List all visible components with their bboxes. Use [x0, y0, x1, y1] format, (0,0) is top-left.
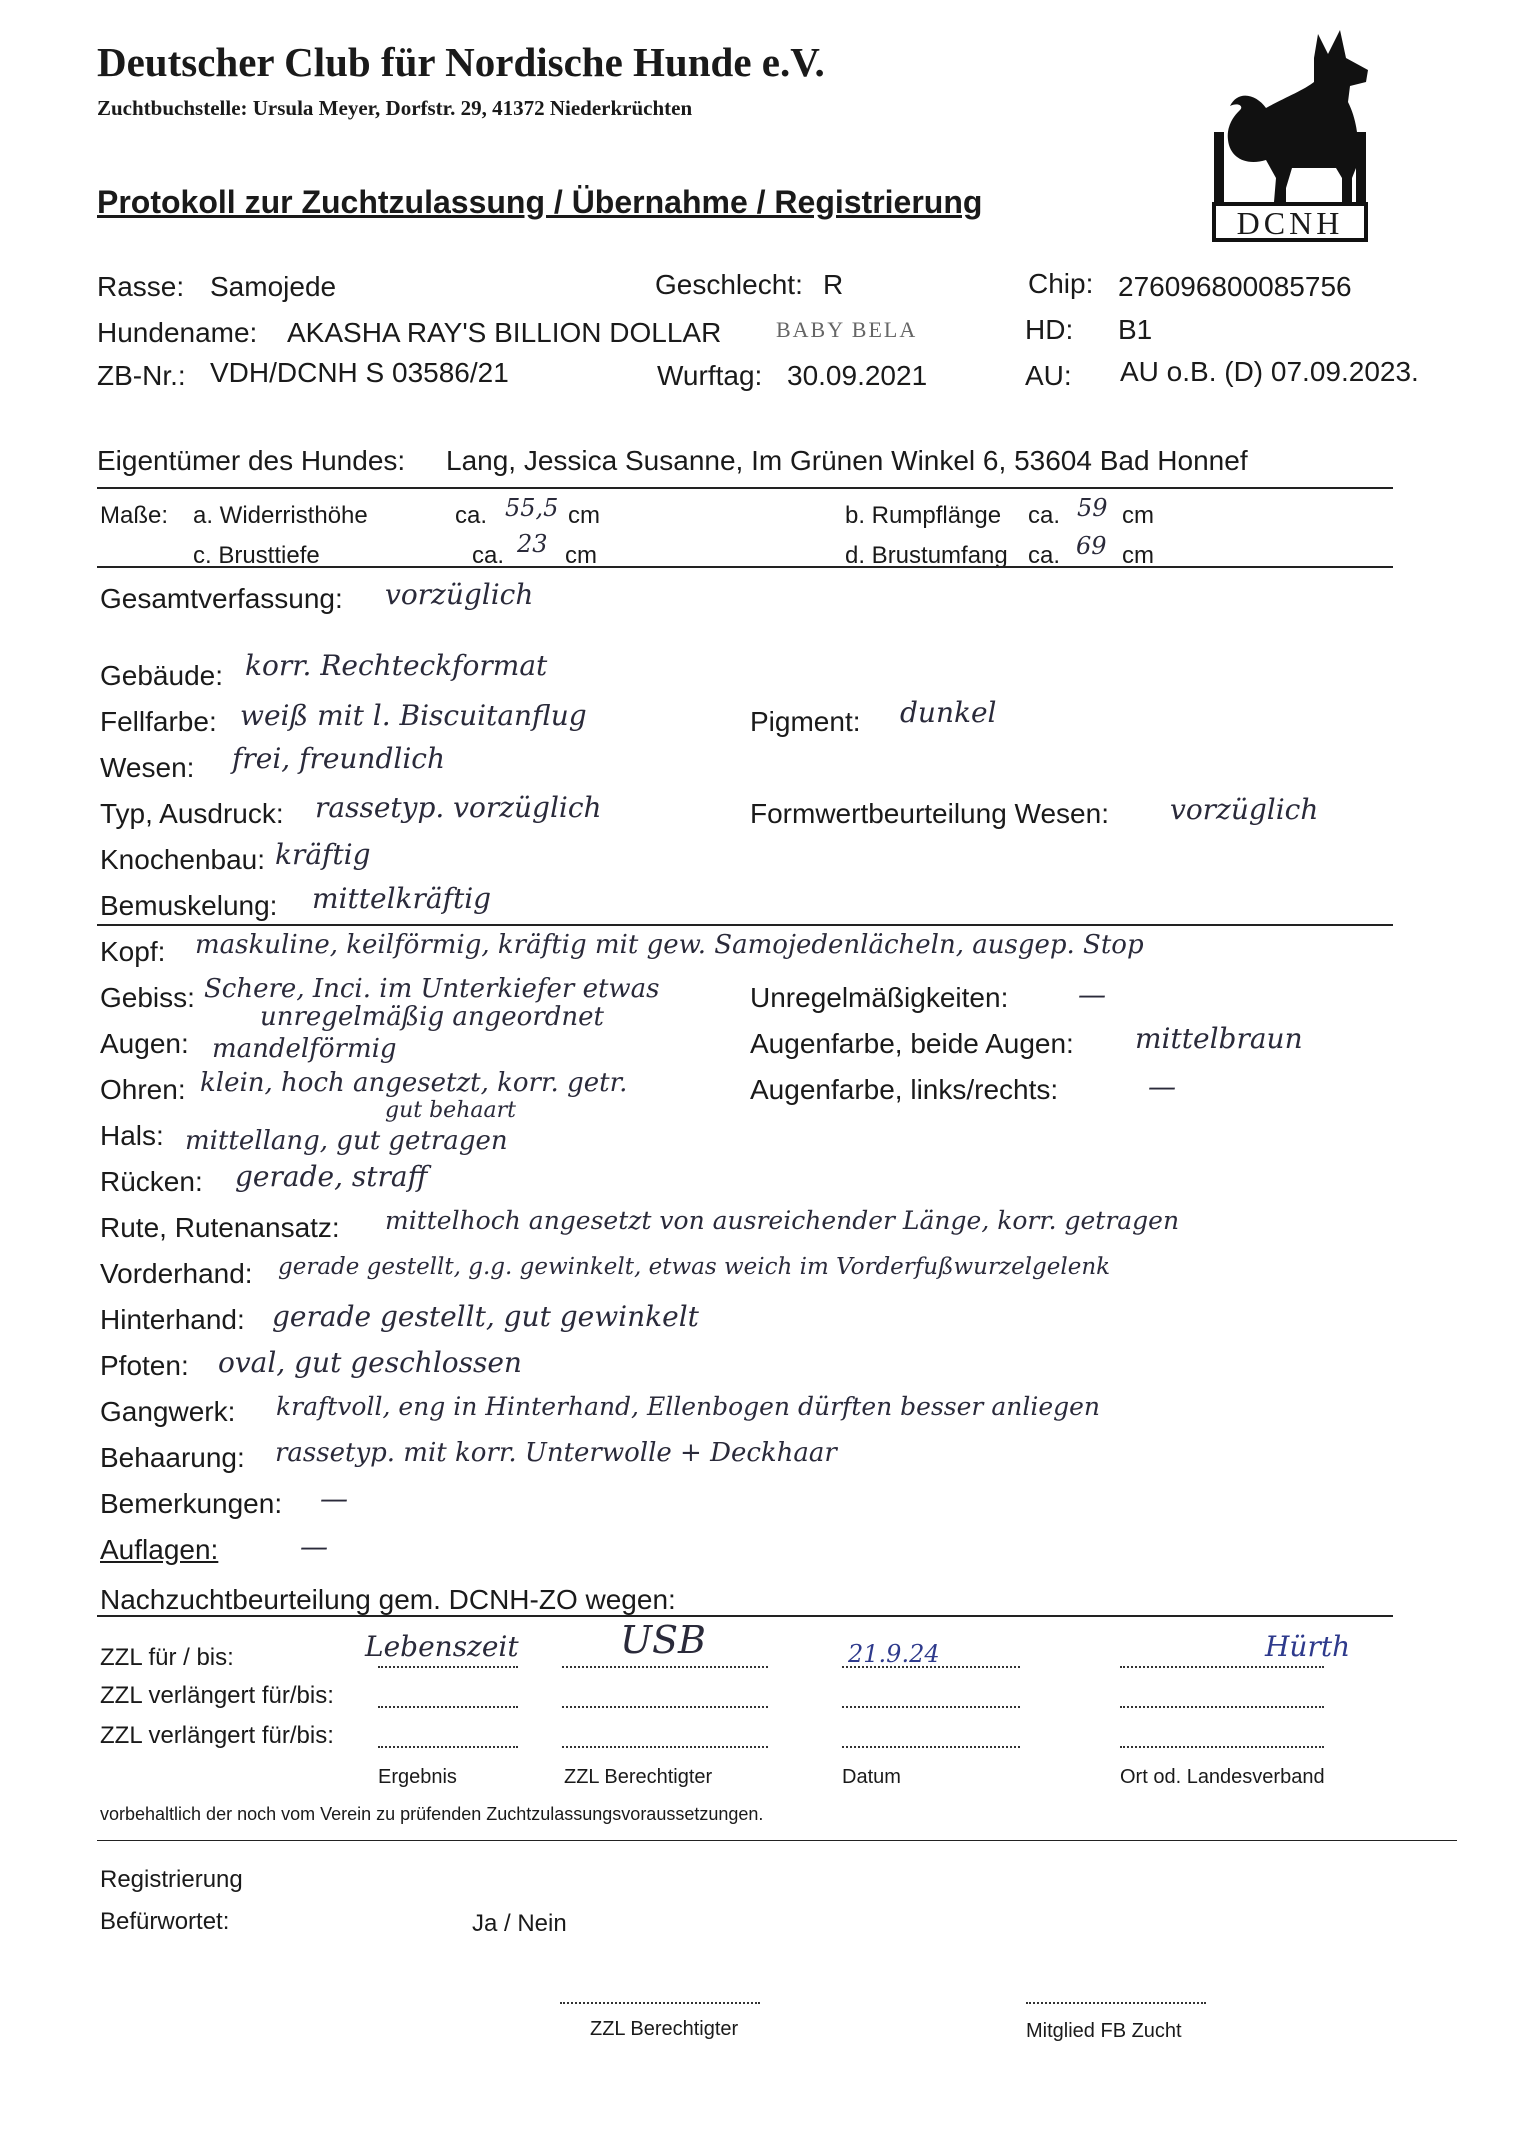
gesamt-label: Gesamtverfassung:	[100, 583, 343, 614]
auflagen-value: —	[300, 1530, 328, 1563]
hinterhand-label: Hinterhand:	[100, 1304, 245, 1335]
measure-c-value: 23	[517, 530, 548, 558]
muskel-label: Bemuskelung:	[100, 890, 278, 921]
formwert-value: vorzüglich	[1170, 793, 1319, 826]
measure-a-label: a. Widerristhöhe	[193, 502, 368, 529]
pigment-label: Pigment:	[750, 706, 861, 737]
zzl-row-1-ergebnis: Lebenszeit	[365, 1630, 519, 1663]
measure-c-label: c. Brusttiefe	[193, 542, 320, 569]
fellfarbe-value: weiß mit l. Biscuitanflug	[240, 699, 587, 732]
gesamt-value: vorzüglich	[385, 578, 534, 611]
typ-label: Typ, Ausdruck:	[100, 798, 284, 829]
augen-label: Augen:	[100, 1028, 189, 1059]
measure-b-unit: cm	[1122, 502, 1154, 529]
hinterhand-value: gerade gestellt, gut gewinkelt	[272, 1300, 699, 1333]
measure-a-unit: cm	[568, 502, 600, 529]
hundename-value: AKASHA RAY'S BILLION DOLLAR	[287, 317, 722, 348]
gebaeude-label: Gebäude:	[100, 660, 223, 691]
hundename-suffix: BABY BELA	[776, 317, 918, 342]
measure-c-unit: cm	[565, 542, 597, 569]
col-ergebnis: Ergebnis	[378, 1766, 457, 1788]
unreg-label: Unregelmäßigkeiten:	[750, 982, 1009, 1013]
owner-value: Lang, Jessica Susanne, Im Grünen Winkel 6, 53604 Bad Honnef	[446, 445, 1248, 476]
hals-value: mittellang, gut getragen	[185, 1126, 508, 1156]
zzl-row-2-label: ZZL verlängert für/bis:	[100, 1682, 334, 1709]
formwert-label: Formwertbeurteilung Wesen:	[750, 798, 1109, 829]
behaarung-label: Behaarung:	[100, 1442, 245, 1473]
page-title: Protokoll zur Zuchtzulassung / Übernahme / Registrierung	[97, 184, 983, 220]
kopf-label: Kopf:	[100, 936, 166, 967]
registrierung-label: Registrierung	[100, 1866, 243, 1893]
geschlecht-value: R	[823, 269, 844, 300]
hd-label: HD:	[1025, 314, 1074, 345]
rasse-label: Rasse:	[97, 271, 185, 302]
vorderhand-value: gerade gestellt, g.g. gewinkelt, etwas weich im Vorderfußwurzelgelenk	[278, 1254, 1111, 1280]
measures-label: Maße:	[100, 502, 169, 529]
measure-b-ca: ca.	[1028, 502, 1061, 529]
typ-value: rassetyp. vorzüglich	[315, 791, 602, 824]
fellfarbe-label: Fellfarbe:	[100, 706, 217, 737]
zzl-row-3-label: ZZL verlängert für/bis:	[100, 1722, 334, 1749]
geschlecht-label: Geschlecht:	[655, 269, 803, 300]
signature-zzl-label: ZZL Berechtigter	[590, 2018, 739, 2040]
befuerwortet-label: Befürwortet:	[100, 1908, 230, 1935]
wurftag-label: Wurftag:	[657, 360, 763, 391]
measure-d-value: 69	[1076, 532, 1107, 560]
zzl-row-1-berechtigter: USB	[620, 1618, 706, 1662]
pfoten-value: oval, gut geschlossen	[218, 1346, 522, 1379]
measure-d-ca: ca.	[1028, 542, 1061, 569]
au-value: AU o.B. (D) 07.09.2023.	[1120, 356, 1419, 387]
col-datum: Datum	[842, 1766, 901, 1788]
measure-d-unit: cm	[1122, 542, 1154, 569]
vorderhand-label: Vorderhand:	[100, 1258, 253, 1289]
owner-divider	[97, 487, 1393, 489]
kopf-value: maskuline, keilförmig, kräftig mit gew. Samojedenlächeln, ausgep. Stop	[195, 930, 1144, 960]
rute-label: Rute, Rutenansatz:	[100, 1212, 340, 1243]
pigment-value: dunkel	[900, 696, 997, 729]
measure-a-ca: ca.	[455, 502, 488, 529]
hundename-label: Hundename:	[97, 317, 258, 348]
zb-label: ZB-Nr.:	[97, 360, 186, 391]
col-ort: Ort od. Landesverband	[1120, 1766, 1325, 1788]
signature-line-fb	[1026, 2002, 1206, 2004]
col-berechtigter: ZZL Berechtigter	[564, 1766, 713, 1788]
hd-value: B1	[1118, 314, 1153, 345]
measures-divider	[97, 566, 1393, 568]
gebiss-value: Schere, Inci. im Unterkiefer etwas	[204, 974, 660, 1004]
breeding-heading: Nachzuchtbeurteilung gem. DCNH-ZO wegen:	[100, 1584, 676, 1615]
measure-a-value: 55,5	[505, 494, 559, 522]
au-label: AU:	[1025, 360, 1072, 391]
augen-lr-value: —	[1148, 1070, 1176, 1103]
dcnh-logo	[1200, 28, 1380, 243]
knochen-label: Knochenbau:	[100, 844, 266, 875]
rasse-value: Samojede	[210, 271, 337, 302]
pfoten-label: Pfoten:	[100, 1350, 189, 1381]
wesen-label: Wesen:	[100, 752, 195, 783]
auflagen-label: Auflagen:	[100, 1534, 219, 1565]
gebiss-label: Gebiss:	[100, 982, 195, 1013]
unreg-value: —	[1078, 978, 1106, 1011]
logo-text: DCNH	[1236, 205, 1344, 241]
augenfarbe-label: Augenfarbe, beide Augen:	[750, 1028, 1074, 1059]
ruecken-label: Rücken:	[100, 1166, 203, 1197]
owner-label: Eigentümer des Hundes:	[97, 445, 406, 476]
club-office-address: Zuchtbuchstelle: Ursula Meyer, Dorfstr. 29, 41372 Niederkrüchten	[97, 96, 693, 120]
gebiss-value-2: unregelmäßig angeordnet	[260, 1002, 604, 1032]
wurftag-value: 30.09.2021	[787, 360, 928, 391]
augenfarbe-value: mittelbraun	[1135, 1022, 1303, 1055]
behaarung-value: rassetyp. mit korr. Unterwolle + Deckhaar	[275, 1438, 837, 1468]
zzl-row-1-label: ZZL für / bis:	[100, 1644, 234, 1671]
signature-line-zzl	[560, 2002, 760, 2004]
knochen-value: kräftig	[275, 838, 371, 871]
hals-label: Hals:	[100, 1120, 164, 1151]
bemerkungen-value: —	[320, 1482, 348, 1515]
measure-b-value: 59	[1077, 494, 1108, 522]
assessment-divider	[97, 924, 1393, 926]
note-divider	[97, 1840, 1457, 1841]
bemerkungen-label: Bemerkungen:	[100, 1488, 283, 1519]
gebaeude-value: korr. Rechteckformat	[245, 649, 548, 682]
zb-value: VDH/DCNH S 03586/21	[210, 357, 509, 388]
measure-b-label: b. Rumpflänge	[845, 502, 1002, 529]
chip-value: 276096800085756	[1118, 271, 1352, 302]
wesen-value: frei, freundlich	[232, 742, 446, 775]
gangwerk-label: Gangwerk:	[100, 1396, 236, 1427]
ja-nein-choice: Ja / Nein	[472, 1910, 567, 1937]
ruecken-value: gerade, straff	[235, 1160, 428, 1193]
zzl-row-1-datum: 21.9.24	[848, 1640, 940, 1668]
measure-d-label: d. Brustumfang	[845, 542, 1008, 569]
signature-fb-label: Mitglied FB Zucht	[1026, 2020, 1182, 2042]
augen-lr-label: Augenfarbe, links/rechts:	[750, 1074, 1059, 1105]
breeding-note: vorbehaltlich der noch vom Verein zu prüfenden Zuchtzulassungsvoraussetzungen.	[100, 1804, 764, 1824]
zzl-row-1-ort: Hürth	[1265, 1630, 1351, 1663]
club-name: Deutscher Club für Nordische Hunde e.V.	[97, 39, 825, 85]
augen-value: mandelförmig	[212, 1034, 397, 1064]
ohren-label: Ohren:	[100, 1074, 186, 1105]
measure-c-ca: ca.	[472, 542, 505, 569]
rute-value: mittelhoch angesetzt von ausreichender Länge, korr. getragen	[385, 1206, 1180, 1235]
muskel-value: mittelkräftig	[312, 882, 492, 915]
gangwerk-value: kraftvoll, eng in Hinterhand, Ellenbogen dürften besser anliegen	[276, 1392, 1101, 1421]
chip-label: Chip:	[1028, 268, 1094, 299]
breeding-divider	[97, 1615, 1393, 1617]
ohren-value-2: gut behaart	[385, 1098, 516, 1123]
ohren-value: klein, hoch angesetzt, korr. getr.	[200, 1068, 628, 1098]
